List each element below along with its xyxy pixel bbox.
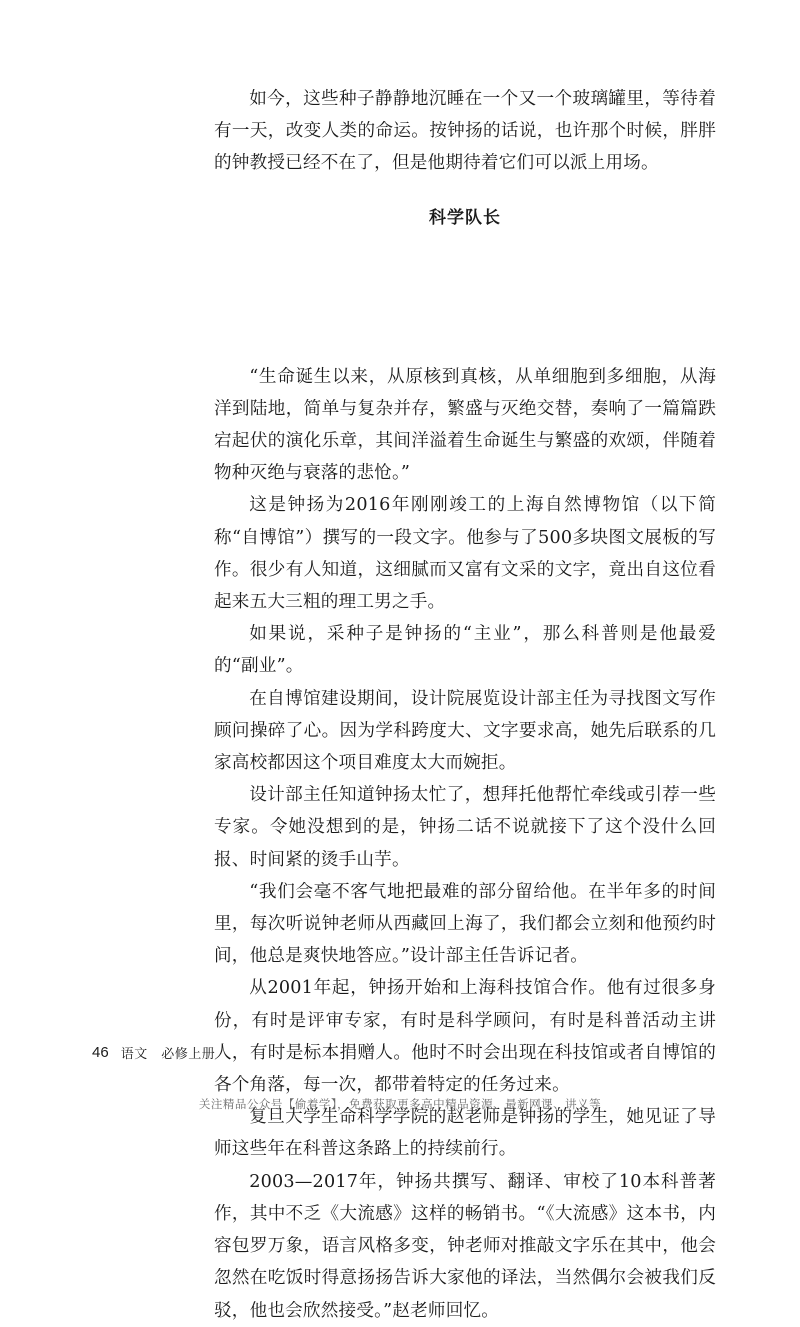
paragraph: 在自博馆建设期间，设计院展览设计部主任为寻找图文写作顾问操碎了心。因为学科跨度大、文字要求高，她先后联系的几家高校都因这个项目难度太大而婉拒。 bbox=[214, 688, 716, 774]
paragraph: 设计部主任知道钟扬太忙了，想拜托他帮忙牵线或引荐一些专家。令她没想到的是，钟扬二话不说就接下了这个没什么回报、时间紧的烫手山芋。 bbox=[214, 785, 716, 870]
body-text bbox=[214, 83, 716, 1327]
paragraph: 如今，这些种子静静地沉睡在一个又一个玻璃罐里，等待着有一天，改变人类的命运。按钟扬的话说，也许那个时候，胖胖的钟教授已经不在了，但是他期待着它们可以派上用场。 bbox=[214, 89, 716, 174]
paragraph: “我们会毫不客气地把最难的部分留给他。在半年多的时间里，每次听说钟老师从西藏回上海了，我们都会立刻和他预约时间，他总是爽快地答应。”设计部主任告诉记者。 bbox=[214, 881, 716, 967]
book-title: 语文 必修上册 bbox=[120, 1046, 216, 1062]
paragraph: 这是钟扬为2016年刚刚竣工的上海自然博物馆（以下简称“自博馆”）撰写的一段文字。他参与了500多块图文展板的写作。很少有人知道，这细腻而又富有文采的文字，竟出自这位看起来五大三粗的理工男之手。 bbox=[214, 495, 716, 613]
paragraph: 2003—2017年，钟扬共撰写、翻译、审校了10本科普著作，其中不乏《大流感》这样的畅销书。“《大流感》这本书，内容包罗万象，语言风格多变，钟老师对推敲文字乐在其中，他会忽然在吃饭时得意扬扬告诉大家他的译法，当然偶尔会被我们反驳，他也会欣然接受。”赵老师回忆。 bbox=[214, 1171, 716, 1321]
watermark-notice: 关注精品公众号【偷着学】，免费获取更多高中精品资源、最新网课、讲义等 bbox=[198, 1097, 602, 1111]
page-footer bbox=[92, 1040, 215, 1064]
paragraph: 复旦大学生命科学学院的赵老师是钟扬的学生，她见证了导师这些年在科普这条路上的持续前行。 bbox=[214, 1107, 716, 1160]
paragraph: 如果说，采种子是钟扬的“主业”，那么科普则是他最爱的“副业”。 bbox=[214, 624, 716, 677]
section-title: 科学队长 bbox=[429, 207, 501, 228]
paragraph: “生命诞生以来，从原核到真核，从单细胞到多细胞，从海洋到陆地，简单与复杂并存，繁盛与灭绝交替，奏响了一篇篇跌宕起伏的演化乐章，其间洋溢着生命诞生与繁盛的欢颂，伴随着物种灭绝与衰落的悲怆。” bbox=[214, 366, 716, 484]
page-number: 46 bbox=[92, 1043, 109, 1061]
paragraph: 从2001年起，钟扬开始和上海科技馆合作。他有过很多身份，有时是评审专家，有时是科学顾问，有时是科普活动主讲人，有时是标本捐赠人。他时不时会出现在科技馆或者自博馆的各个角落，每一次，都带着特定的任务过来。 bbox=[214, 978, 716, 1096]
